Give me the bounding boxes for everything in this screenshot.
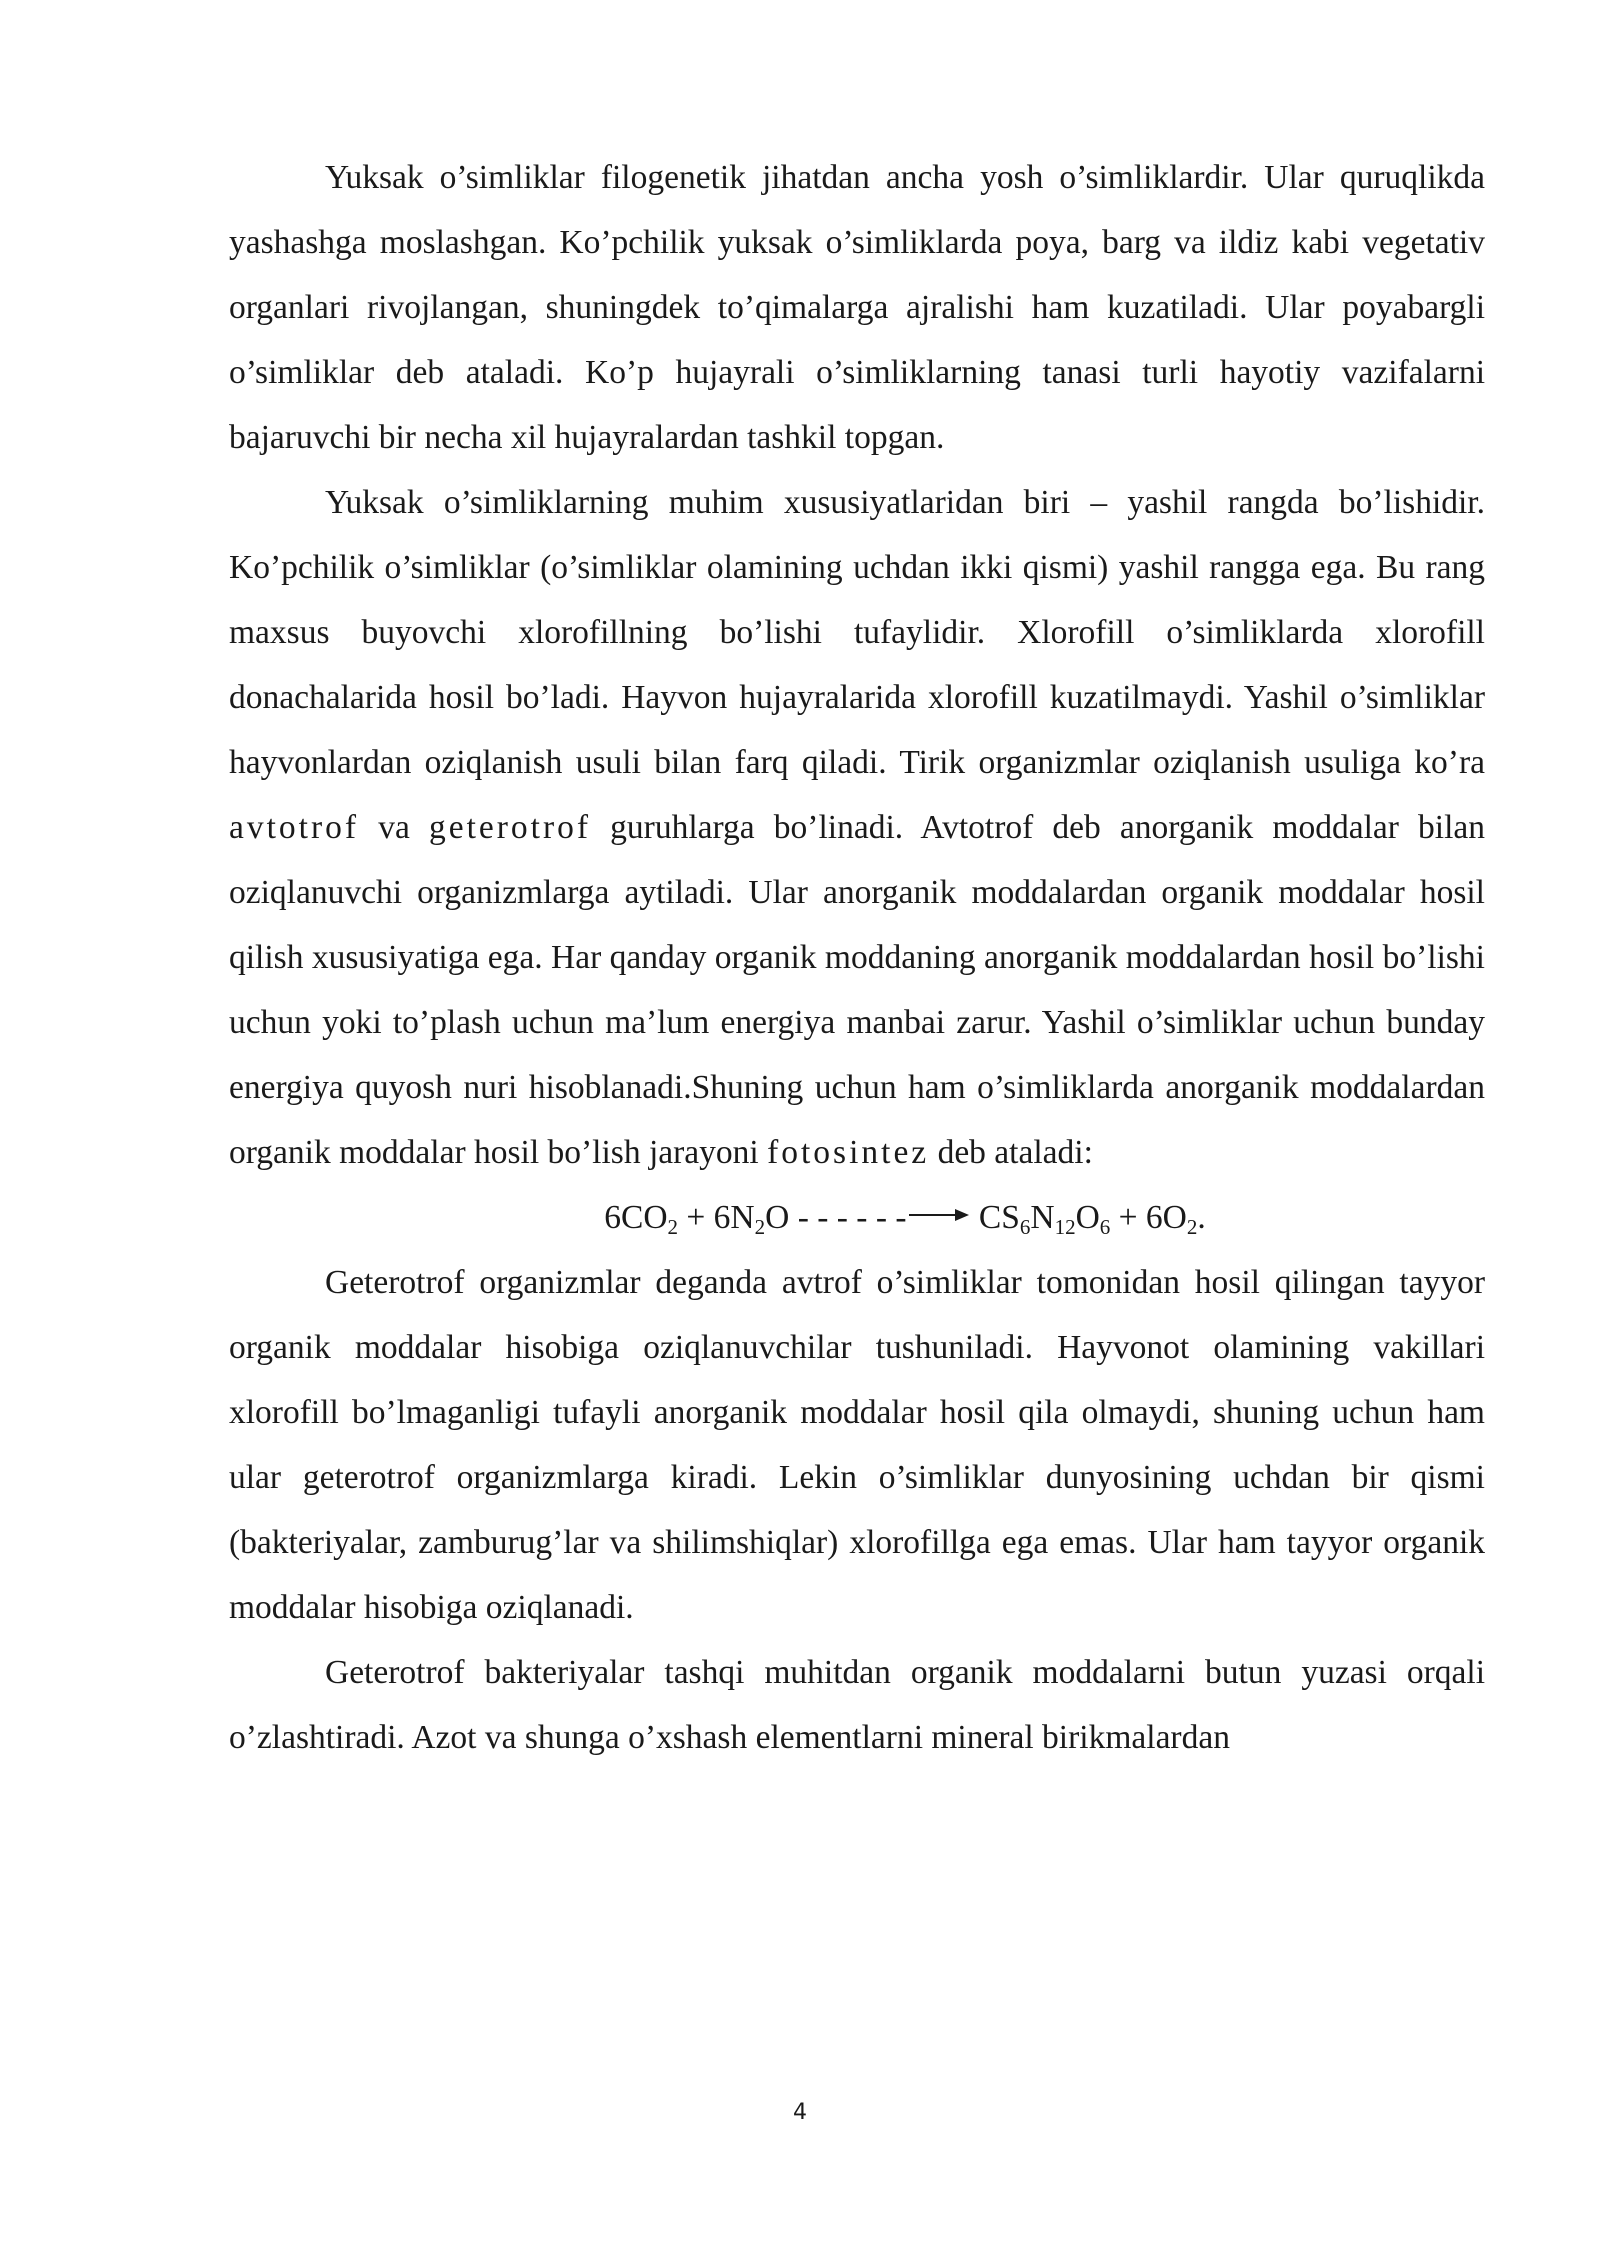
formula-part: + 6O [1110, 1199, 1187, 1236]
formula-part: CS [970, 1199, 1020, 1236]
paragraph-yuksak-osimliklar: Yuksak o’simliklar filogenetik jihatdan ancha yosh o’simliklardir. Ular quruqlikda yashashga moslashgan. Ko’pchilik yuksak o’simliklarda poya, barg va ildiz kabi vegetativ organlari rivojlangan, shuningdek to’qimalarga ajralishi ham kuzatiladi. Ular poyabargli o’simliklar deb ataladi. Ko’p hujayrali o’simliklarning tanasi turli hayotiy vazifalarni bajaruvchi bir necha xil hujayralardan tashkil topgan. [229, 159, 1485, 456]
formula-subscript: 2 [667, 1215, 679, 1239]
formula-part: . [1197, 1199, 1206, 1236]
formula-part: N [1030, 1199, 1055, 1236]
paragraph-yashil-rang [229, 470, 1485, 1185]
reaction-arrow-icon [909, 1208, 969, 1222]
paragraph-text: va [378, 809, 410, 846]
page-body [229, 145, 1485, 1770]
term-geterotrof: geterotrof [428, 809, 592, 846]
formula-subscript: 2 [1186, 1215, 1198, 1239]
formula-subscript: 12 [1054, 1215, 1076, 1239]
formula-subscript: 6 [1019, 1215, 1031, 1239]
term-avtotrof: avtotrof [229, 809, 360, 846]
formula-part: O [1075, 1199, 1100, 1236]
paragraph-geterotrof-bakteriyalar: Geterotrof bakteriyalar tashqi muhitdan organik moddalarni butun yuzasi orqali o’zlashtiradi. Azot va shunga o’xshash elementlarni mineral birikmalardan [229, 1654, 1485, 1756]
formula-subscript: 6 [1099, 1215, 1111, 1239]
page-number: 4 [793, 2100, 807, 2125]
paragraph-text: guruhlarga bo’linadi. Avtotrof deb anorganik moddalar bilan oziqlanuvchi organizmlarga aytiladi. Ular anorganik moddalardan organik moddalar hosil qilish xususiyatiga ega. Har qanday organik moddaning anorganik moddalardan hosil bo’lishi uchun yoki to’plash uchun ma’lum energiya manbai zarur. Yashil o’simliklar uchun bunday energiya quyosh nuri hisoblanadi.Shuning uchun ham o’simliklarda anorganik moddalardan organik moddalar hosil bo’lish jarayoni [229, 809, 1486, 1171]
formula-subscript: 2 [754, 1215, 766, 1239]
paragraph-text: deb ataladi: [937, 1134, 1093, 1171]
formula-part: 6CO [604, 1199, 668, 1236]
term-fotosintez: fotosintez [767, 1134, 930, 1171]
formula-part: + 6N [678, 1199, 755, 1236]
formula-part: O - - - - - - [765, 1199, 907, 1236]
photosynthesis-equation [229, 1185, 1485, 1250]
paragraph-text: Yuksak o’simliklarning muhim xususiyatlaridan biri – yashil rangda bo’lishidir. Ko’pchilik o’simliklar (o’simliklar olamining uchdan ikki qismi) yashil rangga ega. Bu rang maxsus buyovchi xlorofillning bo’lishi tufaylidir. Xlorofill o’simliklarda xlorofill donachalarida hosil bo’ladi. Hayvon hujayralarida xlorofill kuzatilmaydi. Yashil o’simliklar hayvonlardan oziqlanish usuli bilan farq qiladi. Tirik organizmlar oziqlanish usuliga ko’ra [229, 484, 1485, 781]
paragraph-geterotrof-organizmlar: Geterotrof organizmlar deganda avtrof o’simliklar tomonidan hosil qilingan tayyor organik moddalar hisobiga oziqlanuvchilar tushuniladi. Hayvonot olamining vakillari xlorofill bo’lmaganligi tufayli anorganik moddalar hosil qila olmaydi, shuning uchun ham ular geterotrof organizmlarga kiradi. Lekin o’simliklar dunyosining uchdan bir qismi (bakteriyalar, zamburug’lar va shilimshiqlar) xlorofillga ega emas. Ular ham tayyor organik moddalar hisobiga oziqlanadi. [229, 1264, 1485, 1626]
